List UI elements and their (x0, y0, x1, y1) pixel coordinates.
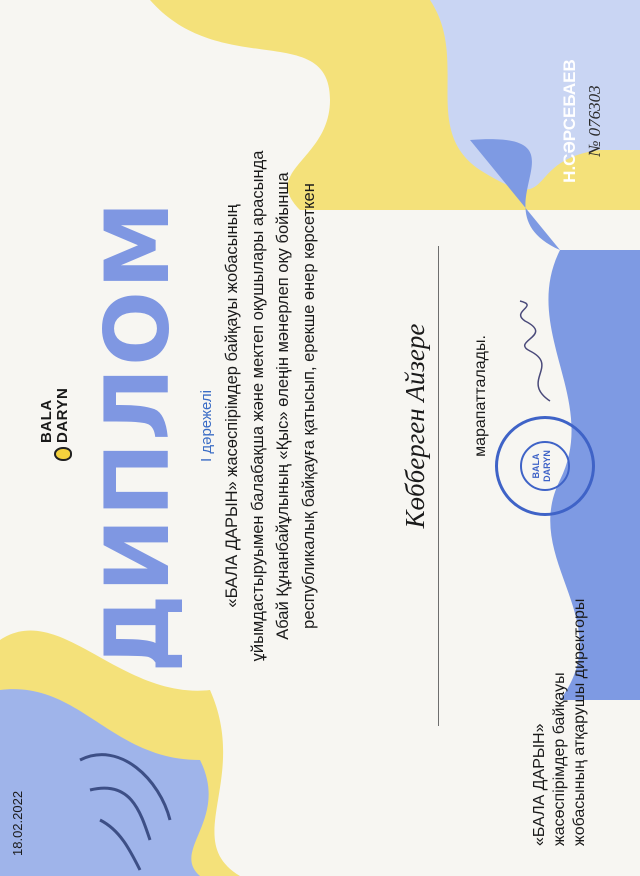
director-line: «БАЛА ДАРЫН» (531, 723, 548, 846)
description-line: «БАЛА ДАРЫН» жасөспірімдер байқауы жобасының (223, 204, 241, 608)
official-stamp (495, 416, 595, 516)
description-line: Абай Құнанбайұлының «Қыс» өлеңін мәнерлеп оқу бойынша (274, 172, 292, 640)
description-line: ұйымдастыруымен балабақша және мектеп оқушылары арасында (248, 150, 267, 662)
signatory-name: Н.СӘРСЕБАЕВ (560, 59, 579, 183)
lightbulb-icon (54, 447, 72, 461)
awarded-text: марапатталады. (472, 335, 489, 457)
stamp-text-line1: BALA (531, 453, 541, 479)
issue-date: 18.02.2022 (10, 790, 25, 856)
director-line: жасөспірімдер байқауы (551, 672, 568, 846)
diploma-title: ДИПЛОМ (86, 199, 189, 673)
logo-text-line1: BALA (38, 399, 55, 443)
recipient-underline (438, 246, 439, 726)
director-line: жобасының атқарушы директоры (571, 598, 588, 846)
description-line: республикалық байқауға қатысып, ерекше өнер көрсеткен (299, 183, 318, 629)
stamp-text-line2: DARYN (542, 450, 552, 482)
degree-label: І дәрежелі (198, 390, 215, 462)
bala-daryn-logo (28, 387, 84, 461)
serial-number: № 076303 (585, 85, 604, 157)
recipient-name: Көбберген Айзере (400, 323, 430, 529)
signature (500, 296, 570, 406)
award-description (220, 86, 322, 726)
logo-text-line2: DARYN (54, 387, 71, 443)
